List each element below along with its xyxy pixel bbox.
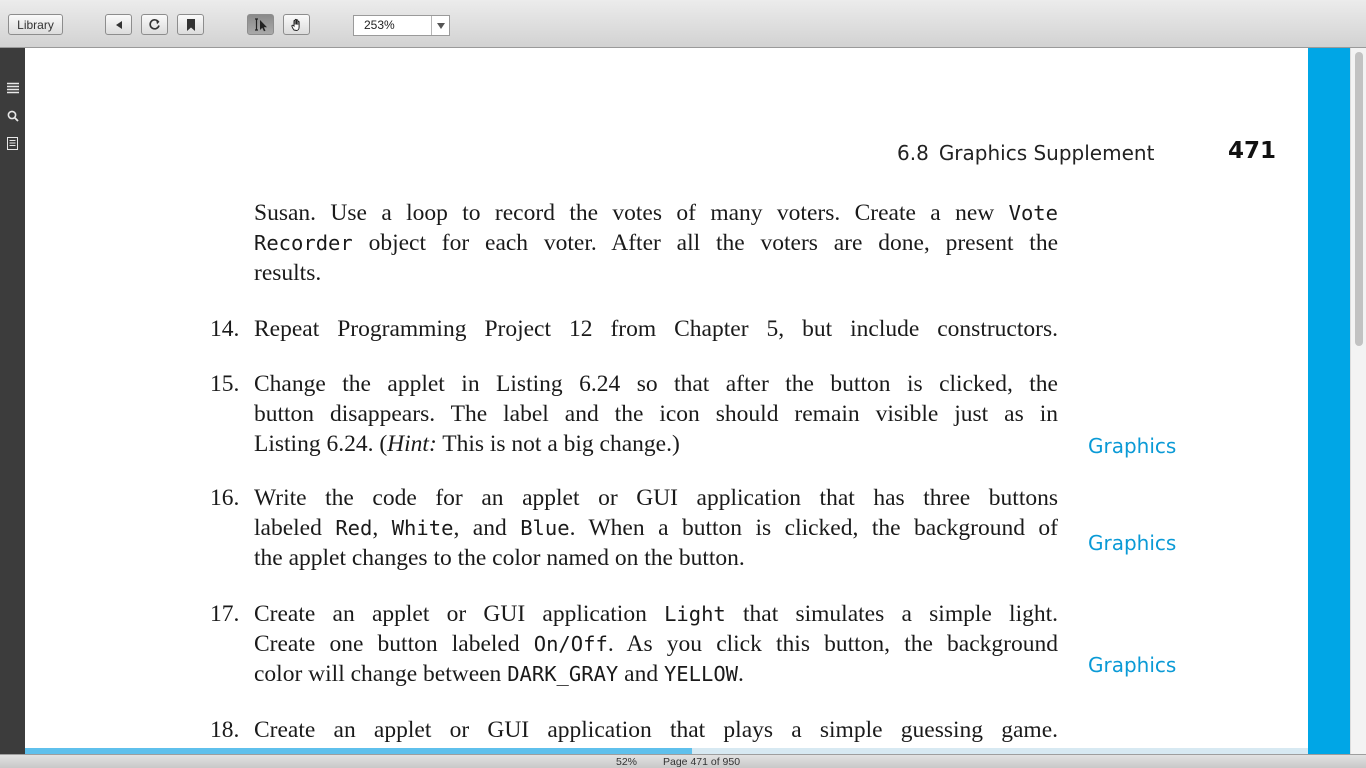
page-indicator: Page 471 of 950 bbox=[663, 756, 741, 768]
graphics-margin-note: Graphics bbox=[1088, 434, 1177, 458]
zoom-value: 253% bbox=[364, 18, 395, 32]
item-number: 15. bbox=[210, 371, 240, 397]
cursor-arrow-icon bbox=[254, 18, 268, 32]
toolbar bbox=[0, 0, 1366, 48]
search-icon[interactable] bbox=[5, 108, 20, 123]
zoom-select[interactable] bbox=[353, 15, 450, 36]
list-item-18: 18. Create an applet or GUI application that plays a simple guessing game. bbox=[210, 715, 1058, 745]
graphics-margin-note: Graphics bbox=[1088, 653, 1177, 677]
list-item-15: 15. Change the applet in Listing 6.24 so that after the button is clicked, the button disappears. The label and the icon should remain visible just as in Listing 6.24. (Hint: This is not a big change.) bbox=[210, 371, 1058, 458]
bookmark-button[interactable] bbox=[177, 14, 204, 35]
list-item-16: 16. Write the code for an applet or GUI application that has three buttons labeled Red, White, and Blue. When a button is clicked, the background of the applet changes to the color named on the button. bbox=[210, 485, 1059, 572]
scrollbar-thumb[interactable] bbox=[1355, 52, 1363, 346]
sidebar bbox=[0, 48, 25, 754]
section-title: Graphics Supplement bbox=[938, 141, 1155, 165]
bookmark-icon bbox=[186, 19, 196, 31]
refresh-button[interactable] bbox=[141, 14, 168, 35]
item-number: 17. bbox=[210, 601, 240, 627]
notes-icon[interactable] bbox=[5, 136, 20, 151]
list-item-continuation: Susan. Use a loop to record the votes of many voters. Create a new Vote Recorder object for each voter. After all the voters are done, present the results. bbox=[254, 200, 1058, 287]
item-number: 14. bbox=[210, 316, 240, 342]
graphics-margin-note: Graphics bbox=[1088, 531, 1177, 555]
back-button[interactable] bbox=[105, 14, 132, 35]
chevron-down-icon[interactable] bbox=[431, 16, 449, 35]
refresh-icon bbox=[148, 18, 161, 31]
library-button[interactable]: Library bbox=[8, 14, 63, 35]
section-number: 6.8 bbox=[897, 141, 929, 165]
item-number: 16. bbox=[210, 485, 240, 511]
item-number: 18. bbox=[210, 717, 240, 743]
book-page bbox=[25, 48, 1308, 754]
table-of-contents-icon[interactable] bbox=[5, 80, 20, 95]
page-edge-accent bbox=[1308, 48, 1350, 754]
vertical-scrollbar[interactable] bbox=[1350, 48, 1366, 754]
progress-percent: 52% bbox=[616, 756, 638, 768]
page-number: 471 bbox=[1228, 138, 1277, 164]
running-head bbox=[897, 141, 1154, 165]
select-tool-button[interactable] bbox=[247, 14, 274, 35]
hand-tool-button[interactable] bbox=[283, 14, 310, 35]
back-arrow-icon bbox=[114, 20, 124, 30]
hand-icon bbox=[290, 18, 304, 32]
list-item-14: 14. Repeat Programming Project 12 from Chapter 5, but include constructors. bbox=[210, 314, 1058, 344]
status-bar bbox=[0, 754, 1366, 768]
list-item-17: 17. Create an applet or GUI application Light that simulates a simple light. Create one button labeled On/Off. As you click this button, the background color will change between DARK_GRAY and YELLOW. bbox=[210, 601, 1059, 688]
